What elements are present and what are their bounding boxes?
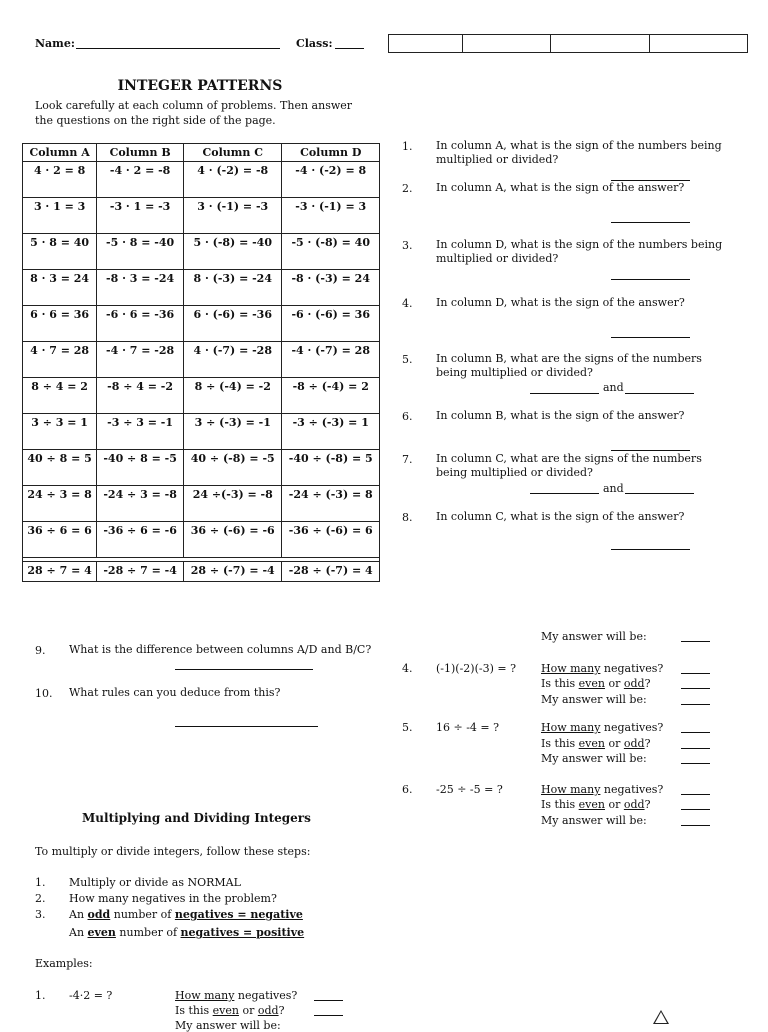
table-row (23, 342, 380, 378)
answer-blank[interactable] (611, 327, 690, 338)
score-cell[interactable] (389, 35, 463, 52)
my-answer-label: My answer will be: (175, 1019, 281, 1032)
question-text: In column B, what are the signs of the numbers being multiplied or divided? (436, 352, 702, 379)
steps-intro: To multiply or divide integers, follow these steps: (35, 845, 311, 858)
answer-blank[interactable] (314, 991, 343, 1001)
my-answer-label: My answer will be: (541, 752, 647, 765)
table-cell: 24 ÷ 3 = 8 (23, 486, 97, 522)
table-cell: 8 · 3 = 24 (23, 270, 97, 306)
my-answer-label: My answer will be: (541, 630, 647, 643)
page-title: INTEGER PATTERNS (117, 78, 283, 94)
answer-blank[interactable] (681, 739, 710, 749)
question-number: 3. (402, 239, 413, 252)
answer-blank[interactable] (611, 170, 690, 181)
section-title: Multiplying and Dividing Integers (82, 811, 311, 825)
example-number: 6. (402, 783, 413, 796)
question-text: In column B, what is the sign of the answer? (436, 409, 685, 422)
table-row (23, 270, 380, 306)
table-cell: -40 ÷ 8 = -5 (97, 450, 184, 486)
answer-blank[interactable] (611, 440, 690, 451)
answer-blank[interactable] (681, 664, 710, 674)
table-row (23, 378, 380, 414)
question-text: In column A, what is the sign of the answer? (436, 181, 685, 194)
answer-blank[interactable] (625, 383, 694, 394)
column-header: Column D (282, 144, 380, 162)
table-cell: 8 · (-3) = -24 (184, 270, 282, 306)
answer-blank[interactable] (681, 723, 710, 733)
step-number: 2. (35, 892, 46, 905)
question-number: 8. (402, 511, 413, 524)
example-expression: -25 ÷ -5 = ? (436, 783, 503, 796)
table-row (23, 414, 380, 450)
even-or-odd-label: Is this even or odd? (541, 798, 651, 811)
table-cell: 40 ÷ (-8) = -5 (184, 450, 282, 486)
example-expression: (-1)(-2)(-3) = ? (436, 662, 517, 675)
table-row (23, 522, 380, 558)
score-box[interactable] (388, 34, 748, 53)
answer-blank[interactable] (681, 754, 710, 764)
table-cell: 3 ÷ 3 = 1 (23, 414, 97, 450)
score-cell[interactable] (650, 35, 747, 52)
class-label: Class: (296, 37, 333, 50)
table-cell: -3 ÷ 3 = -1 (97, 414, 184, 450)
table-cell: 3 · 1 = 3 (23, 198, 97, 234)
table-cell: 4 · (-7) = -28 (184, 342, 282, 378)
table-cell: 28 ÷ (-7) = -4 (184, 562, 282, 582)
table-cell: -24 ÷ 3 = -8 (97, 486, 184, 522)
question-number: 9. (35, 644, 46, 657)
question-number: 6. (402, 410, 413, 423)
question-number: 5. (402, 353, 413, 366)
intro-text: Look carefully at each column of problems. Then answer the questions on the right side of the page. (35, 99, 353, 127)
table-cell: -3 · (-1) = 3 (282, 198, 380, 234)
table-cell: 6 · 6 = 36 (23, 306, 97, 342)
my-answer-label: My answer will be: (541, 814, 647, 827)
table-cell: -5 · 8 = -40 (97, 234, 184, 270)
table-cell: -28 ÷ (-7) = 4 (282, 562, 380, 582)
answer-blank[interactable] (681, 679, 710, 689)
table-cell: 8 ÷ (-4) = -2 (184, 378, 282, 414)
column-header: Column A (23, 144, 97, 162)
even-or-odd-label: Is this even or odd? (175, 1004, 285, 1017)
answer-blank[interactable] (314, 1006, 343, 1016)
example-number: 5. (402, 721, 413, 734)
table-cell: -40 ÷ (-8) = 5 (282, 450, 380, 486)
and-label: and (603, 482, 624, 495)
question-text: In column C, what is the sign of the answer? (436, 510, 685, 523)
how-many-negatives-label: How many negatives? (541, 662, 664, 675)
score-cell[interactable] (551, 35, 650, 52)
question-text: In column A, what is the sign of the numbers being multiplied or divided? (436, 139, 722, 166)
table-cell: -3 ÷ (-3) = 1 (282, 414, 380, 450)
and-label: and (603, 381, 624, 394)
table-cell: -6 · (-6) = 36 (282, 306, 380, 342)
table-cell: -4 · 7 = -28 (97, 342, 184, 378)
table-cell: -4 · (-2) = 8 (282, 162, 380, 198)
step-text: Multiply or divide as NORMAL (69, 876, 241, 889)
answer-blank[interactable] (681, 816, 710, 826)
table-row (23, 306, 380, 342)
question-number: 2. (402, 182, 413, 195)
answer-blank[interactable] (681, 695, 710, 705)
question-text: In column C, what are the signs of the numbers being multiplied or divided? (436, 452, 702, 479)
answer-blank[interactable] (175, 659, 313, 670)
score-cell[interactable] (463, 35, 550, 52)
question-text: In column D, what is the sign of the numbers being multiplied or divided? (436, 238, 723, 265)
question-number: 1. (402, 140, 413, 153)
example-expression: 16 ÷ -4 = ? (436, 721, 500, 734)
question-text: What rules can you deduce from this? (69, 686, 281, 699)
table-cell: 4 · 2 = 8 (23, 162, 97, 198)
table-cell: -4 · (-7) = 28 (282, 342, 380, 378)
question-text: In column D, what is the sign of the answer? (436, 296, 685, 309)
table-cell: -24 ÷ (-3) = 8 (282, 486, 380, 522)
table-row (23, 450, 380, 486)
examples-label: Examples: (35, 957, 93, 970)
table-cell: 8 ÷ 4 = 2 (23, 378, 97, 414)
answer-blank[interactable] (625, 483, 694, 494)
answer-blank[interactable] (611, 269, 690, 280)
table-cell: 3 ÷ (-3) = -1 (184, 414, 282, 450)
triangle-icon (653, 1010, 669, 1024)
example-number: 1. (35, 989, 46, 1002)
table-cell: 40 ÷ 8 = 5 (23, 450, 97, 486)
question-number: 10. (35, 687, 53, 700)
example-number: 4. (402, 662, 413, 675)
table-row (23, 162, 380, 198)
question-number: 7. (402, 453, 413, 466)
step-text: How many negatives in the problem? (69, 892, 277, 905)
table-cell: -8 ÷ 4 = -2 (97, 378, 184, 414)
table-cell: 5 · (-8) = -40 (184, 234, 282, 270)
answer-blank[interactable] (530, 483, 599, 494)
answer-blank[interactable] (681, 785, 710, 795)
even-or-odd-label: Is this even or odd? (541, 677, 651, 690)
integer-patterns-table (22, 143, 380, 582)
how-many-negatives-label: How many negatives? (541, 783, 664, 796)
answer-blank[interactable] (611, 212, 690, 223)
step-number: 3. (35, 908, 46, 921)
table-cell: 24 ÷(-3) = -8 (184, 486, 282, 522)
even-or-odd-label: Is this even or odd? (541, 737, 651, 750)
how-many-negatives-label: How many negatives? (541, 721, 664, 734)
step-number: 1. (35, 876, 46, 889)
table-row (23, 234, 380, 270)
table-cell: -8 ÷ (-4) = 2 (282, 378, 380, 414)
table-cell: -3 · 1 = -3 (97, 198, 184, 234)
answer-blank[interactable] (681, 800, 710, 810)
table-cell: -8 · (-3) = 24 (282, 270, 380, 306)
table-cell: -28 ÷ 7 = -4 (97, 562, 184, 582)
table-cell: 36 ÷ (-6) = -6 (184, 522, 282, 558)
table-cell: -8 · 3 = -24 (97, 270, 184, 306)
answer-blank[interactable] (611, 539, 690, 550)
table-row (23, 486, 380, 522)
table-cell: 5 · 8 = 40 (23, 234, 97, 270)
table-cell: 6 · (-6) = -36 (184, 306, 282, 342)
answer-blank[interactable] (681, 632, 710, 642)
table-cell: -36 ÷ (-6) = 6 (282, 522, 380, 558)
answer-blank[interactable] (175, 716, 318, 727)
name-label: Name: (35, 37, 75, 50)
rule-even: An even number of negatives = positive (69, 926, 305, 939)
table-cell: 28 ÷ 7 = 4 (23, 562, 97, 582)
table-row (23, 562, 380, 582)
column-header: Column C (184, 144, 282, 162)
table-row (23, 198, 380, 234)
my-answer-label: My answer will be: (541, 693, 647, 706)
how-many-negatives-label: How many negatives? (175, 989, 298, 1002)
table-cell: 4 · 7 = 28 (23, 342, 97, 378)
table-cell: -4 · 2 = -8 (97, 162, 184, 198)
table-cell: 3 · (-1) = -3 (184, 198, 282, 234)
table-cell: -6 · 6 = -36 (97, 306, 184, 342)
question-number: 4. (402, 297, 413, 310)
example-expression: -4·2 = ? (69, 989, 113, 1002)
answer-blank[interactable] (530, 383, 599, 394)
table-cell: -5 · (-8) = 40 (282, 234, 380, 270)
class-field[interactable] (335, 36, 364, 49)
rule-odd: An odd number of negatives = negative (69, 908, 303, 921)
column-header: Column B (97, 144, 184, 162)
table-cell: 4 · (-2) = -8 (184, 162, 282, 198)
question-text: What is the difference between columns A/D and B/C? (69, 643, 372, 656)
table-cell: 36 ÷ 6 = 6 (23, 522, 97, 558)
name-field[interactable] (76, 36, 280, 49)
table-cell: -36 ÷ 6 = -6 (97, 522, 184, 558)
